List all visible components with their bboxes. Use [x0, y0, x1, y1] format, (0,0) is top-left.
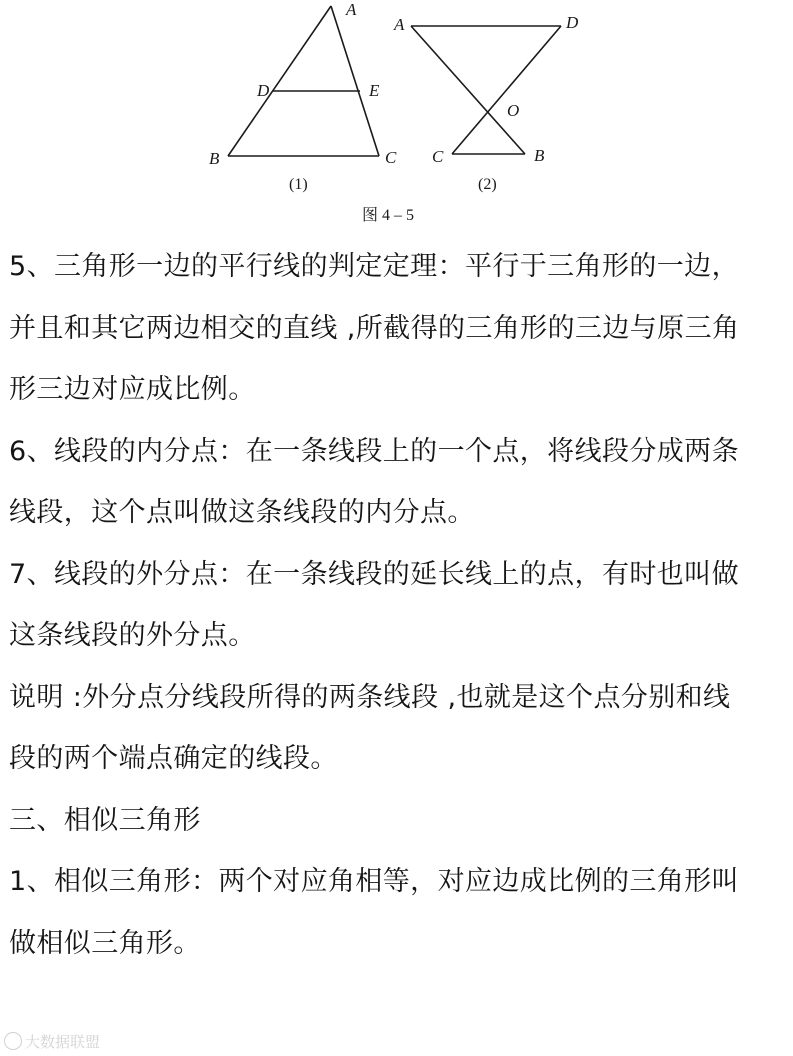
figure-1	[209, 0, 397, 193]
point-label-c2: C	[432, 147, 444, 166]
figure-4-5	[0, 0, 793, 235]
side-ab	[228, 6, 331, 156]
paragraph-line: 6、线段的内分点：在一条线段上的一个点，将线段分成两条	[9, 435, 739, 467]
point-label-d: D	[257, 81, 270, 100]
point-label-a: A	[346, 0, 357, 19]
watermark	[4, 1030, 100, 1052]
paragraph-line: 7、线段的外分点：在一条线段的延长线上的点，有时也叫做	[9, 558, 739, 590]
geometry-diagram	[0, 0, 793, 235]
figure-2	[393, 13, 579, 193]
point-label-b2: B	[534, 146, 545, 165]
watermark-text: 大数据联盟	[25, 1032, 101, 1051]
paragraph-line: 段的两个端点确定的线段。	[9, 743, 338, 774]
sublabel-2: (2)	[478, 176, 497, 193]
point-label-d2: D	[566, 13, 579, 32]
paragraph-line: 说明 :外分点分线段所得的两条线段 ,也就是这个点分别和线	[9, 681, 731, 713]
point-label-c: C	[385, 148, 397, 167]
paragraph-line: 这条线段的外分点。	[9, 620, 256, 651]
paragraph-line: 并且和其它两边相交的直线 ,所截得的三角形的三边与原三角	[9, 312, 740, 344]
paragraph-line: 形三边对应成比例。	[9, 374, 256, 405]
paragraph-line: 线段，这个点叫做这条线段的内分点。	[9, 497, 475, 528]
sublabel-1: (1)	[289, 176, 308, 193]
figure-caption: 图 4 – 5	[362, 207, 415, 224]
section-heading: 三、相似三角形	[9, 804, 201, 836]
paragraph-line: 5、三角形一边的平行线的判定定理：平行于三角形的一边，	[9, 251, 739, 282]
point-label-a2: A	[394, 15, 405, 34]
point-label-o: O	[507, 101, 520, 120]
point-label-b: B	[209, 149, 220, 168]
point-label-e: E	[369, 81, 380, 100]
logo-icon	[4, 1032, 22, 1050]
paragraph-line: 做相似三角形。	[9, 927, 201, 959]
paragraph-line: 1、相似三角形：两个对应角相等，对应边成比例的三角形叫	[9, 866, 739, 897]
document-body	[9, 236, 789, 974]
